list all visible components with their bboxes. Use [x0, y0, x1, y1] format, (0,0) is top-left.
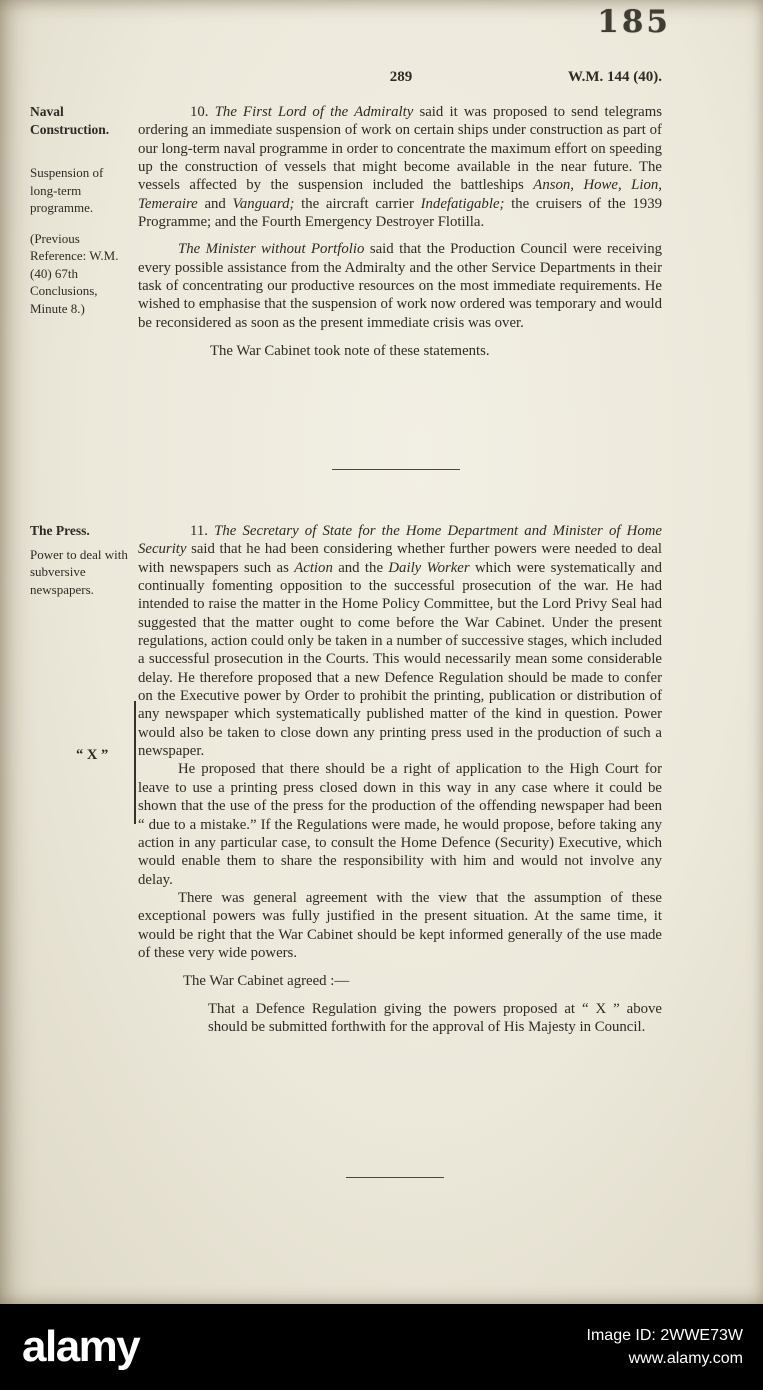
- margin-title: The Press.: [30, 523, 90, 538]
- paragraph-minister-without-portfolio: The Minister without Portfolio said that the Production Council were receiving every possible assistance from the Admiralty and the other Service Departments in their task of concentrating our productive resources on the most immediate requirements. He wished to emphasise that the suspension of work now ordered was temporary and would be reconsidered as soon as the present immediate crisis was over.: [138, 241, 662, 331]
- margin-notes-press: [30, 522, 138, 1036]
- paragraph-took-note: The War Cabinet took note of these statements.: [210, 343, 490, 360]
- margin-x-label: “ X ”: [76, 747, 109, 763]
- page-header: [140, 69, 662, 89]
- alamy-url-text: www.alamy.com: [628, 1350, 743, 1367]
- margin-title: Naval Construction.: [30, 104, 110, 137]
- paragraph-general-agreement: There was general agreement with the view that the assumption of these exceptional powers was fully justified in the present situation. At the same time, it would be right that the War Cabinet should be kept informed generally of the use made of these very wide powers.: [138, 889, 662, 961]
- paragraph-war-cabinet-agreed: The War Cabinet agreed :—: [183, 973, 350, 990]
- margin-subtitle: Suspension of long-term programme.: [30, 165, 104, 215]
- alamy-watermark-bar: [0, 1304, 763, 1390]
- margin-previous-reference: (Previous Reference: W.M. (40) 67th Conclusions, Minute 8.): [30, 230, 119, 316]
- body-text-press: [138, 522, 662, 1036]
- end-divider-rule: [346, 1177, 444, 1178]
- page-number: 289: [389, 69, 413, 85]
- paragraph-11: 11. The Secretary of State for the Home Department and Minister of Home Security said that he had been considering whether further powers were needed to deal with newspapers such as Action and the Daily Worker which were systematically and continually fomenting opposition to the successful prosecution of the war. He had intended to raise the matter in the Home Policy Committee, but the Lord Privy Seal had suggested that the matter ought to come before the War Cabinet. Under the present regulations, action could only be taken in a number of successive stages, which included a successful prosecution in the Courts. This would necessarily mean some considerable delay. He therefore proposed that a new Defence Regulation should be made to confer on the Executive power by Order to prohibit the printing, publication or distribution of any newspaper which systematically published matter of the kind in question. Power would also be taken to close down any printing press used in the production of such a newspaper.: [138, 523, 662, 760]
- document-reference: W.M. 144 (40).: [567, 69, 662, 85]
- margin-notes-naval: [30, 103, 138, 360]
- paragraph-10: 10. The First Lord of the Admiralty said it was proposed to send telegrams ordering an immediate suspension of work on certain ships under construction as part of our long-term naval programme in order to concentrate the maximum effort on speeding up the construction of vessels that might become available in the near future. The vessels affected by the suspension included the battleships Anson, Howe, Lion, Temeraire and Vanguard; the aircraft carrier Indefatigable; the cruisers of the 1939 Programme; and the Fourth Emergency Destroyer Flotilla.: [138, 104, 662, 231]
- paragraph-high-court: He proposed that there should be a right of application to the High Court for leave to use a printing press closed down in this way in any case where it could be shown that the use of the press for the production of the offending newspaper had been “ due to a mistake.” If the Regulations were made, he would propose, before taking any action in any particular case, to consult the Home Defence (Security) Executive, which would enable them to share the responsibility with him and would not involve any delay.: [138, 761, 662, 888]
- section-divider-rule: [332, 469, 460, 470]
- section-the-press: [30, 522, 662, 1036]
- image-id-text: Image ID: 2WWE73W: [586, 1327, 743, 1344]
- stamp-page-number: 185: [597, 4, 671, 40]
- alamy-logo: alamy: [22, 1322, 140, 1371]
- section-naval-construction: [30, 103, 662, 360]
- margin-subtitle: Power to deal with subversive newspapers.: [30, 546, 128, 597]
- alamy-meta: [587, 1324, 743, 1370]
- body-text-naval: [138, 103, 662, 360]
- paragraph-resolution: That a Defence Regulation giving the powers proposed at “ X ” above should be submitted forthwith for the approval of His Majesty in Council.: [208, 1000, 662, 1035]
- margin-bracket-line: [134, 701, 136, 824]
